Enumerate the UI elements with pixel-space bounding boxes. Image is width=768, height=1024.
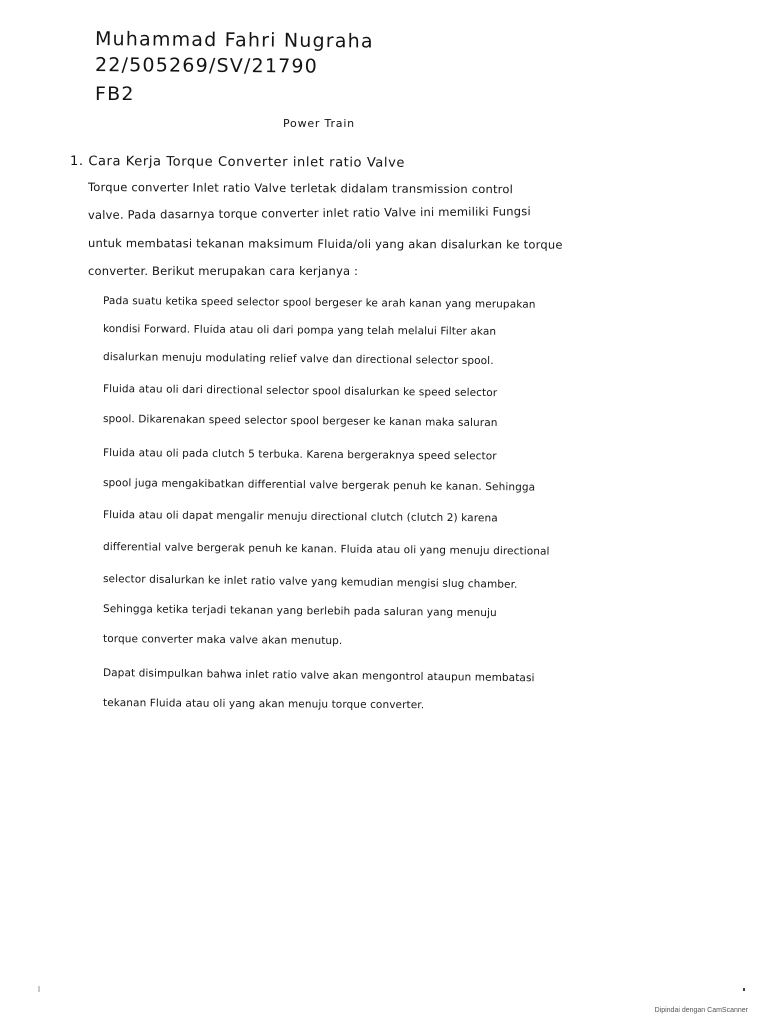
scan-speck [743,988,745,991]
steps-line: Pada suatu ketika speed selector spool bergeser ke arah kanan yang merupakan [102,295,536,311]
student-name: Muhammad Fahri Nugraha [94,28,374,53]
steps-line: kondisi Forward. Fluida atau oli dari pompa yang telah melalui Filter akan [102,323,497,338]
intro-line: converter. Berikut merupakan cara kerjanya : [88,264,359,278]
steps-line: torque converter maka valve akan menutup. [102,633,343,648]
scan-speck [38,986,40,992]
steps-line: disalurkan menuju modulating relief valve dan directional selector spool. [102,351,494,368]
student-id: 22/505269/SV/21790 [94,54,319,78]
conclusion-line: tekanan Fluida atau oli yang akan menuju torque converter. [102,697,425,712]
steps-line: Fluida atau oli dari directional selector spool disalurkan ke speed selector [102,383,498,400]
intro-line: untuk membatasi tekanan maksimum Fluida/oli yang akan disalurkan ke torque [87,236,563,252]
class-label: FB2 [95,83,135,105]
steps-line: differential valve bergerak penuh ke kanan. Fluida atau oli yang menuju directional [102,541,550,558]
steps-line: spool juga mengakibatkan differential valve bergerak penuh ke kanan. Sehingga [102,477,536,494]
page-title: Power Train [283,117,355,130]
steps-line: Sehingga ketika terjadi tekanan yang berlebih pada saluran yang menuju [102,603,497,620]
intro-line: valve. Pada dasarnya torque converter inlet ratio Valve ini memiliki Fungsi [87,204,531,222]
steps-line: spool. Dikarenakan speed selector spool bergeser ke kanan maka saluran [102,413,498,430]
conclusion-line: Dapat disimpulkan bahwa inlet ratio valve akan mengontrol ataupun membatasi [102,667,535,685]
steps-line: Fluida atau oli dapat mengalir menuju directional clutch (clutch 2) karena [102,509,498,525]
question-heading: 1. Cara Kerja Torque Converter inlet ratio Valve [69,154,406,171]
steps-line: selector disalurkan ke inlet ratio valve yang kemudian mengisi slug chamber. [102,573,518,591]
steps-line: Fluida atau oli pada clutch 5 terbuka. Karena bergeraknya speed selector [102,447,497,463]
intro-line: Torque converter Inlet ratio Valve terletak didalam transmission control [87,180,514,197]
scanner-watermark: Dipindai dengan CamScanner [654,1007,748,1014]
